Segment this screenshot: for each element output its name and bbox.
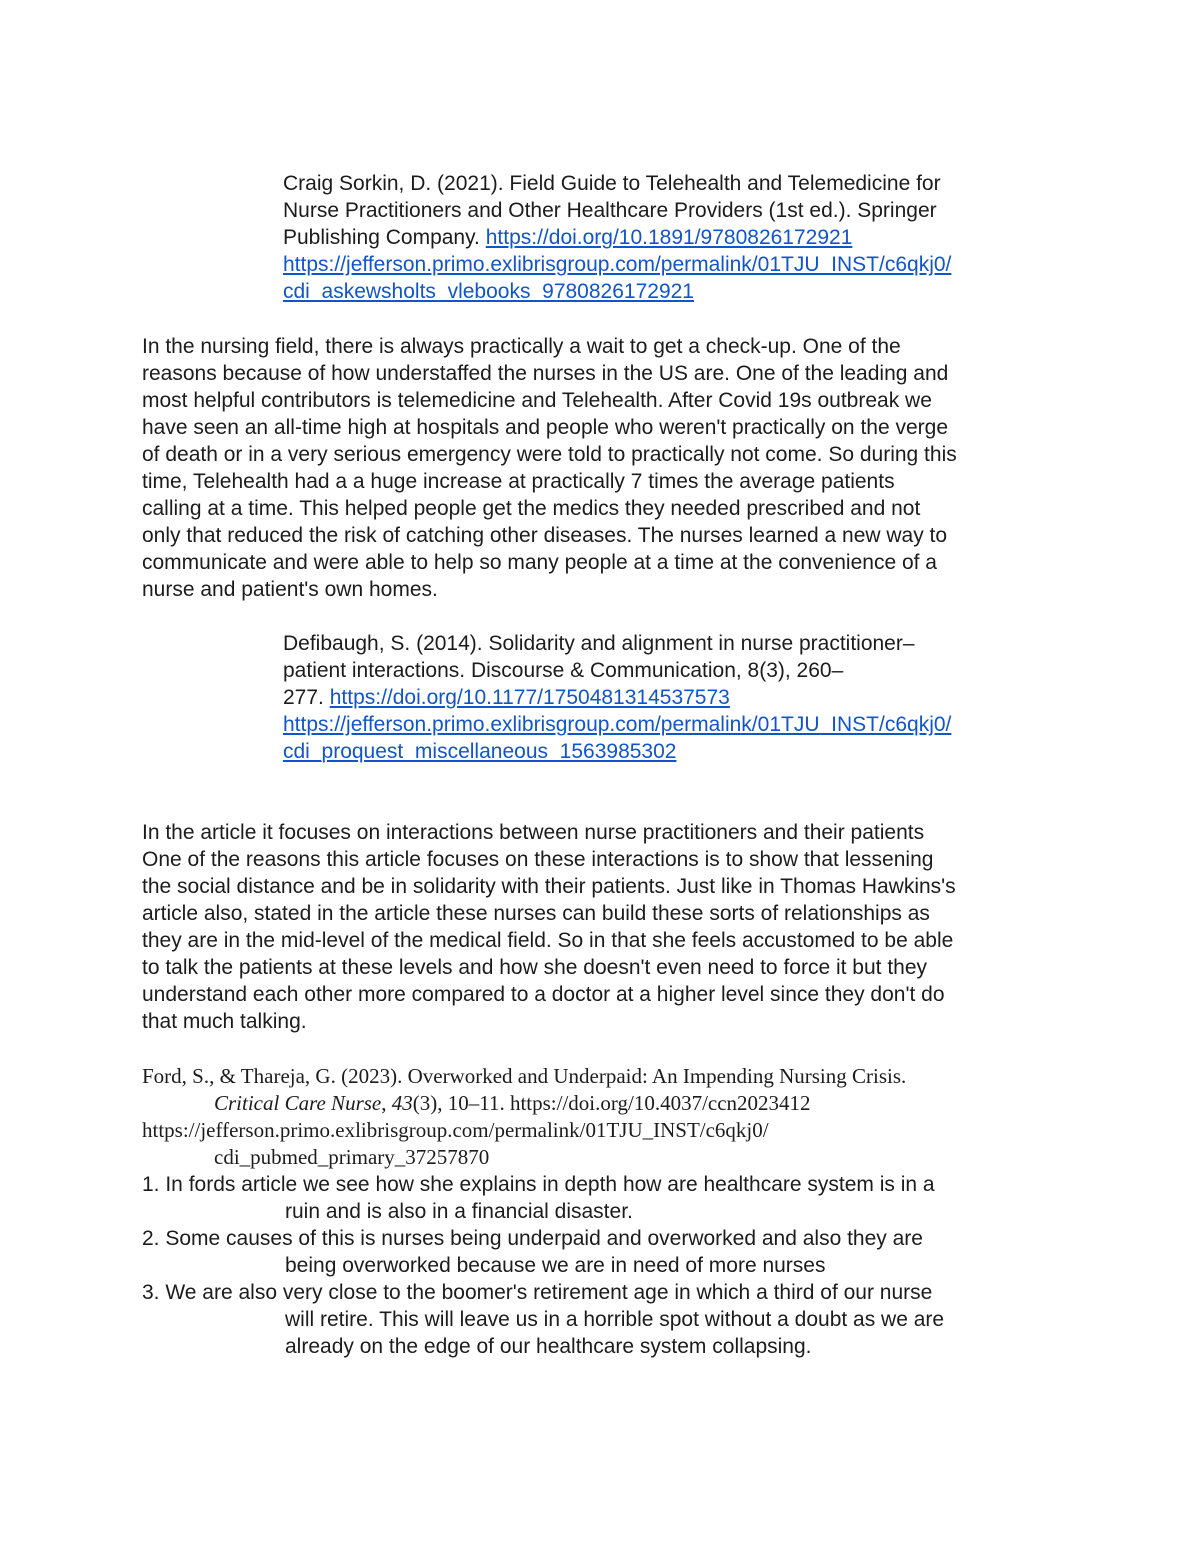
reference-sorkin: [283, 170, 951, 305]
journal-volume: 43: [391, 1091, 413, 1115]
permalink-link-continued[interactable]: cdi_askewsholts_vlebooks_9780826172921: [283, 280, 694, 303]
reference-ford: [142, 1063, 906, 1171]
numbered-list: [142, 1171, 944, 1360]
paragraph-line: the social distance and be in solidarity with their patients. Just like in Thomas Hawkins's: [142, 875, 956, 898]
list-item-text: 2. Some causes of this is nurses being underpaid and overworked and also they are: [142, 1227, 923, 1250]
journal-title: Critical Care Nurse: [214, 1091, 382, 1115]
paragraph-line: calling at a time. This helped people get the medics they needed prescribed and not: [142, 497, 921, 520]
body-paragraph-telehealth: [142, 333, 957, 603]
reference-publisher: Publishing Company.: [283, 226, 486, 249]
paragraph-line: In the nursing field, there is always practically a wait to get a check-up. One of the: [142, 335, 901, 358]
reference-text: Craig Sorkin, D. (2021). Field Guide to Telehealth and Telemedicine for: [283, 172, 941, 195]
list-item-continuation: will retire. This will leave us in a horrible spot without a doubt as we are: [285, 1308, 945, 1331]
doi-link[interactable]: https://doi.org/10.1177/1750481314537573: [329, 686, 730, 709]
reference-defibaugh: [283, 630, 951, 765]
permalink-link[interactable]: https://jefferson.primo.exlibrisgroup.com/permalink/01TJU_INST/c6qkj0/: [283, 253, 952, 276]
paragraph-line: they are in the mid-level of the medical field. So in that she feels accustomed to be able: [142, 929, 954, 952]
paragraph-line: understand each other more compared to a doctor at a higher level since they don't do: [142, 983, 945, 1006]
paragraph-line: of death or in a very serious emergency were told to practically not come. So during this: [142, 443, 957, 466]
reference-text: [283, 224, 951, 251]
issue-pages-doi: (3), 10–11. https://doi.org/10.4037/ccn2023412: [412, 1091, 811, 1115]
separator: ,: [381, 1091, 392, 1115]
permalink-link-continued[interactable]: cdi_proquest_miscellaneous_1563985302: [283, 740, 677, 763]
permalink-link[interactable]: https://jefferson.primo.exlibrisgroup.com/permalink/01TJU_INST/c6qkj0/: [283, 713, 952, 736]
list-item: [142, 1279, 944, 1360]
paragraph-line: to talk the patients at these levels and how she doesn't even need to force it but they: [142, 956, 928, 979]
paragraph-line: only that reduced the risk of catching other diseases. The nurses learned a new way to: [142, 524, 948, 547]
list-item: [142, 1225, 944, 1279]
reference-pages: 277.: [283, 686, 330, 709]
paragraph-line: that much talking.: [142, 1010, 307, 1033]
list-item-continuation: ruin and is also in a financial disaster.: [285, 1200, 633, 1223]
list-item-continuation: already on the edge of our healthcare system collapsing.: [285, 1335, 812, 1358]
paragraph-line: most helpful contributors is telemedicine and Telehealth. After Covid 19s outbreak we: [142, 389, 932, 412]
doi-link[interactable]: https://doi.org/10.1891/9780826172921: [485, 226, 853, 249]
paragraph-line: In the article it focuses on interactions between nurse practitioners and their patients: [142, 821, 925, 844]
reference-text: Defibaugh, S. (2014). Solidarity and alignment in nurse practitioner–: [283, 632, 915, 655]
paragraph-line: communicate and were able to help so many people at a time at the convenience of a: [142, 551, 937, 574]
paragraph-line: nurse and patient's own homes.: [142, 578, 438, 601]
reference-text: Ford, S., & Thareja, G. (2023). Overworked and Underpaid: An Impending Nursing Crisis.: [142, 1064, 907, 1088]
reference-text: Nurse Practitioners and Other Healthcare Providers (1st ed.). Springer: [283, 199, 937, 222]
paragraph-line: have seen an all-time high at hospitals and people who weren't practically on the verge: [142, 416, 948, 439]
list-item-text: 1. In fords article we see how she explains in depth how are healthcare system is in a: [142, 1173, 935, 1196]
reference-permalink: https://jefferson.primo.exlibrisgroup.com/permalink/01TJU_INST/c6qkj0/: [142, 1118, 769, 1142]
list-item: [142, 1171, 944, 1225]
paragraph-line: reasons because of how understaffed the nurses in the US are. One of the leading and: [142, 362, 949, 385]
paragraph-line: time, Telehealth had a a huge increase at practically 7 times the average patients: [142, 470, 895, 493]
list-item-continuation: being overworked because we are in need of more nurses: [285, 1254, 826, 1277]
body-paragraph-article: [142, 819, 956, 1035]
reference-journal-line: [142, 1090, 906, 1117]
paragraph-line: One of the reasons this article focuses on these interactions is to show that lessening: [142, 848, 934, 871]
paragraph-line: article also, stated in the article these nurses can build these sorts of relationships as: [142, 902, 930, 925]
reference-text: patient interactions. Discourse & Communication, 8(3), 260–: [283, 659, 844, 682]
list-item-text: 3. We are also very close to the boomer's retirement age in which a third of our nurse: [142, 1281, 933, 1304]
reference-text: [283, 684, 951, 711]
reference-permalink-continued: cdi_pubmed_primary_37257870: [214, 1145, 490, 1169]
